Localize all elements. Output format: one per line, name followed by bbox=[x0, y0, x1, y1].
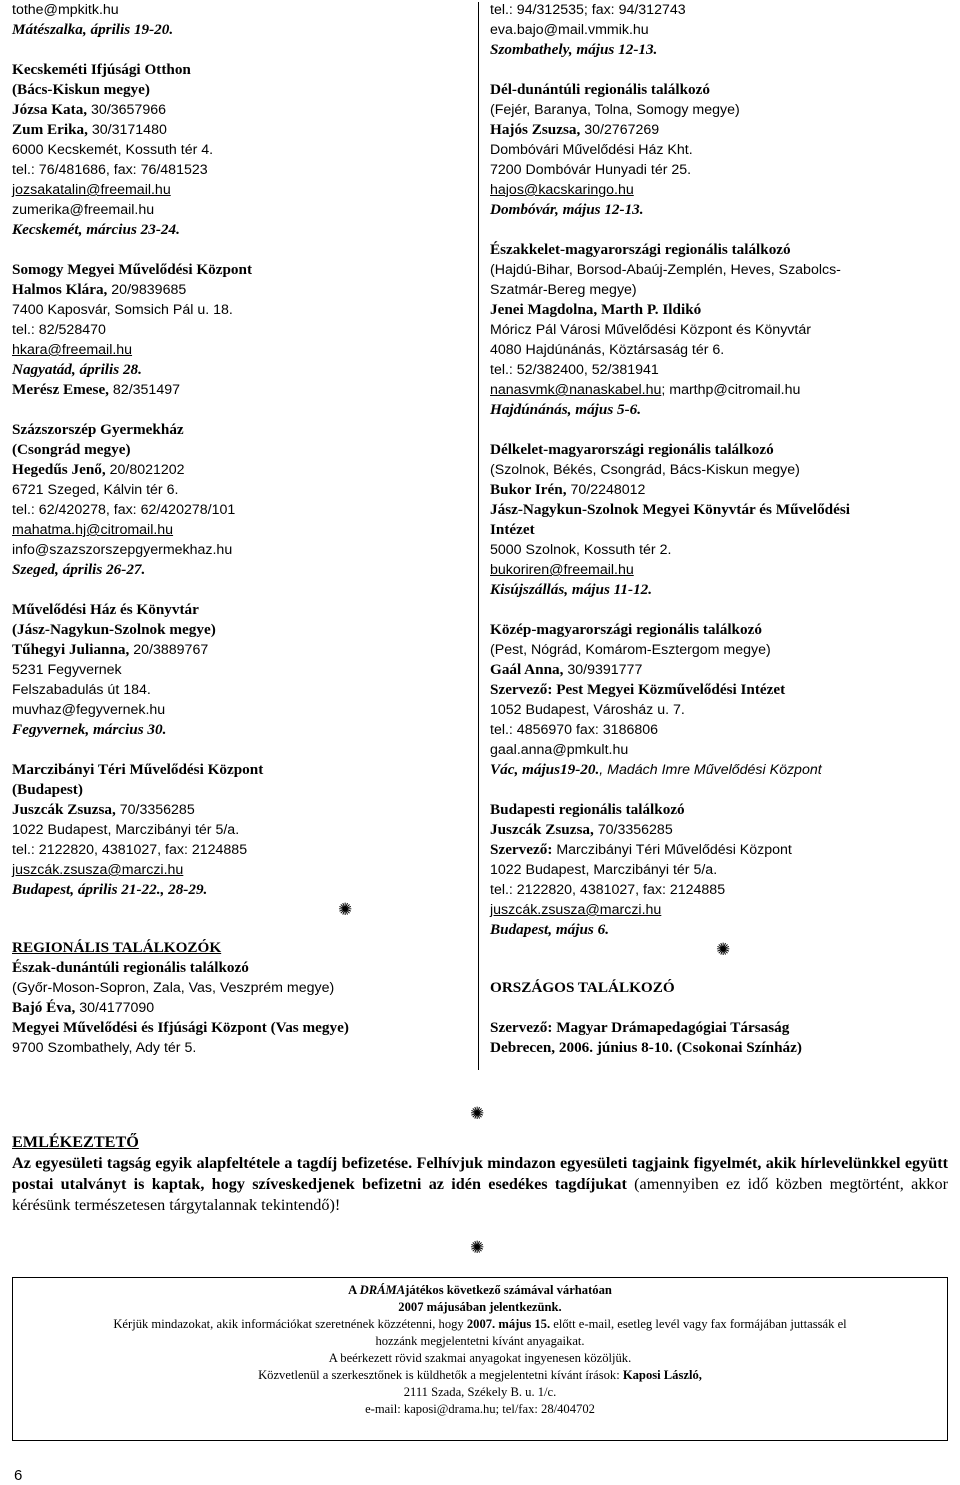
contact-name: Juszcák Zsuzsa, bbox=[12, 801, 116, 818]
phone: 20/8021202 bbox=[105, 462, 185, 478]
phone: 20/9839685 bbox=[107, 282, 187, 298]
email-link[interactable]: nanasvmk@nanaskabel.hu bbox=[490, 382, 662, 398]
notice-text: 2007 májusában jelentkezünk. bbox=[398, 1300, 562, 1314]
org-name: Dombóvári Művelődési Ház Kht. bbox=[490, 142, 693, 158]
county: (Csongrád megye) bbox=[12, 441, 131, 458]
email-link[interactable]: mahatma.hj@citromail.hu bbox=[12, 522, 174, 538]
contact-name: Jenei Magdolna, Marth P. Ildikó bbox=[490, 301, 702, 318]
email-link[interactable]: hajos@kacskaringo.hu bbox=[490, 182, 634, 198]
address: 1052 Budapest, Városház u. 7. bbox=[490, 702, 685, 718]
event-date: Hajdúnánás, május 5-6. bbox=[490, 401, 642, 418]
ornament-icon: ✺ bbox=[716, 940, 731, 960]
ornament-icon: ✺ bbox=[470, 1238, 485, 1258]
contact-name: Hegedűs Jenő, bbox=[12, 461, 106, 478]
phone: 82/351497 bbox=[108, 382, 180, 398]
tel: tel.: 52/382400, 52/381941 bbox=[490, 362, 659, 378]
reminder-bold-text: Az egyesületi tagság egyik alapfeltétele a tagdíj befizetése. Felhívjuk mindazon egyesületi tagjaink figyelmét, akik hírlevelünkkel együtt postai utalványt is kaptak, hogy szíveskedjenek befizetni az idén esedékes tagdíjukat bbox=[12, 1154, 948, 1193]
contact-name: Halmos Klára, bbox=[12, 281, 108, 298]
counties: Szatmár-Bereg megye) bbox=[490, 282, 637, 298]
phone: 30/3657966 bbox=[87, 102, 166, 118]
email-separator: ; bbox=[661, 382, 670, 398]
address: 1022 Budapest, Marczibányi tér 5/a. bbox=[12, 822, 240, 838]
column-divider bbox=[478, 2, 479, 1070]
region-title: Dél-dunántúli regionális találkozó bbox=[490, 81, 710, 98]
ornament-icon: ✺ bbox=[338, 900, 353, 920]
org-name: Somogy Megyei Művelődési Központ bbox=[12, 261, 253, 278]
notice-text: Kérjük mindazokat, akik információkat szeretnének közzétenni, hogy bbox=[113, 1317, 467, 1331]
email: zumerika@freemail.hu bbox=[12, 202, 155, 218]
notice-text: Közvetlenül a szerkesztőnek is küldhetők a megjelentetni kívánt írások: bbox=[258, 1368, 623, 1382]
organizer-label: Szervező: bbox=[490, 841, 553, 858]
section-heading: ORSZÁGOS TALÁLKOZÓ bbox=[490, 979, 675, 996]
organizer: Szervező: Magyar Drámapedagógiai Társaság bbox=[490, 1019, 790, 1036]
phone: 70/3356285 bbox=[593, 822, 673, 838]
phone: 70/2248012 bbox=[566, 482, 646, 498]
notice-text: A bbox=[348, 1283, 360, 1297]
organizer: Szervező: Pest Megyei Közművelődési Intézet bbox=[490, 681, 786, 698]
email: marthp@citromail.hu bbox=[669, 382, 801, 398]
event-date: Kisújszállás, május 11-12. bbox=[490, 581, 653, 598]
phone: 30/3171480 bbox=[87, 122, 167, 138]
email-link[interactable]: juszcák.zsusza@marczi.hu bbox=[490, 902, 662, 918]
contact-name: Merész Emese, bbox=[12, 381, 109, 398]
address: 7200 Dombóvár Hunyadi tér 25. bbox=[490, 162, 692, 178]
org-name: Jász-Nagykun-Szolnok Megyei Könyvtár és Művelődési bbox=[490, 501, 850, 518]
contact-name: Gaál Anna, bbox=[490, 661, 564, 678]
org-name: Móricz Pál Városi Művelődési Központ és Könyvtár bbox=[490, 322, 811, 338]
address: 4080 Hajdúnánás, Köztársaság tér 6. bbox=[490, 342, 725, 358]
tel: tel.: 2122820, 4381027, fax: 2124885 bbox=[490, 882, 726, 898]
email: tothe@mpkitk.hu bbox=[12, 2, 119, 18]
reminder-title: EMLÉKEZTETŐ bbox=[12, 1133, 139, 1151]
deadline-date: 2007. május 15. bbox=[466, 1317, 551, 1331]
phone: 30/9391777 bbox=[563, 662, 643, 678]
event-date: Mátészalka, április 19-20. bbox=[12, 21, 174, 38]
organizer: Marczibányi Téri Művelődési Központ bbox=[552, 842, 792, 858]
address: 6721 Szeged, Kálvin tér 6. bbox=[12, 482, 179, 498]
region-title: Közép-magyarországi regionális találkozó bbox=[490, 621, 762, 638]
event-date: Kecskemét, március 23-24. bbox=[12, 221, 180, 238]
region-title: Északkelet-magyarországi regionális találkozó bbox=[490, 241, 791, 258]
phone: 30/4177090 bbox=[75, 1000, 155, 1016]
tel: tel.: 4856970 fax: 3186806 bbox=[490, 722, 659, 738]
email-link[interactable]: juszcák.zsusza@marczi.hu bbox=[12, 862, 184, 878]
event-date: Nagyatád, április 28. bbox=[12, 361, 142, 378]
page-number: 6 bbox=[14, 1467, 23, 1484]
email-link[interactable]: jozsakatalin@freemail.hu bbox=[12, 182, 171, 198]
address: 5000 Szolnok, Kossuth tér 2. bbox=[490, 542, 672, 558]
email-link[interactable]: hkara@freemail.hu bbox=[12, 342, 133, 358]
right-column bbox=[490, 0, 952, 1058]
phone: 20/3889767 bbox=[129, 642, 209, 658]
email: gaal.anna@pmkult.hu bbox=[490, 742, 629, 758]
org-name: Megyei Művelődési és Ifjúsági Központ (Vas megye) bbox=[12, 1019, 349, 1036]
notice-box bbox=[12, 1277, 948, 1441]
notice-text: játékos következő számával várhatóan bbox=[405, 1283, 612, 1297]
address: 6000 Kecskemét, Kossuth tér 4. bbox=[12, 142, 214, 158]
tel: tel.: 82/528470 bbox=[12, 322, 106, 338]
county: (Bács-Kiskun megye) bbox=[12, 81, 150, 98]
contact-name: Józsa Kata, bbox=[12, 101, 88, 118]
event-date: Budapest, május 6. bbox=[490, 921, 609, 938]
address: 1022 Budapest, Marczibányi tér 5/a. bbox=[490, 862, 718, 878]
region-title: Észak-dunántúli regionális találkozó bbox=[12, 959, 249, 976]
org-name: Intézet bbox=[490, 521, 535, 538]
region-title: Délkelet-magyarországi regionális találkozó bbox=[490, 441, 774, 458]
counties: (Pest, Nógrád, Komárom-Esztergom megye) bbox=[490, 642, 771, 658]
address: 9700 Szombathely, Ady tér 5. bbox=[12, 1040, 197, 1056]
editor-contact: e-mail: kaposi@drama.hu; tel/fax: 28/404702 bbox=[365, 1402, 595, 1416]
counties: (Győr-Moson-Sopron, Zala, Vas, Veszprém megye) bbox=[12, 980, 335, 996]
phone: 70/3356285 bbox=[115, 802, 195, 818]
email: info@szazszorszepgyermekhaz.hu bbox=[12, 542, 233, 558]
tel: tel.: 62/420278, fax: 62/420278/101 bbox=[12, 502, 236, 518]
event-venue: , Madách Imre Művelődési Központ bbox=[599, 762, 822, 778]
email: eva.bajo@mail.vmmik.hu bbox=[490, 22, 649, 38]
editor-name: Kaposi László, bbox=[622, 1368, 702, 1382]
address: 7400 Kaposvár, Somsich Pál u. 18. bbox=[12, 302, 233, 318]
contact-name: Tűhegyi Julianna, bbox=[12, 641, 130, 658]
contact-name: Juszcák Zsuzsa, bbox=[490, 821, 594, 838]
tel: tel.: 2122820, 4381027, fax: 2124885 bbox=[12, 842, 248, 858]
city: (Budapest) bbox=[12, 781, 83, 798]
counties: (Fejér, Baranya, Tolna, Somogy megye) bbox=[490, 102, 740, 118]
county: (Jász-Nagykun-Szolnok megye) bbox=[12, 621, 216, 638]
event-date: Debrecen, 2006. június 8-10. (Csokonai Színház) bbox=[490, 1039, 802, 1056]
notice-text: előtt e-mail, esetleg levél vagy fax formájában juttassák el bbox=[550, 1317, 847, 1331]
event-date: Fegyvernek, március 30. bbox=[12, 721, 167, 738]
contact-name: Bajó Éva, bbox=[12, 999, 76, 1016]
contact-name: Zum Erika, bbox=[12, 121, 88, 138]
counties: (Hajdú-Bihar, Borsod-Abaúj-Zemplén, Heves, Szabolcs- bbox=[490, 262, 841, 278]
contact-name: Hajós Zsuzsa, bbox=[490, 121, 581, 138]
section-heading: REGIONÁLIS TALÁLKOZÓK bbox=[12, 939, 222, 956]
contact-name: Bukor Irén, bbox=[490, 481, 567, 498]
org-name: Marczibányi Téri Művelődési Központ bbox=[12, 761, 264, 778]
tel: tel.: 94/312535; fax: 94/312743 bbox=[490, 2, 686, 18]
event-date: Szombathely, május 12-13. bbox=[490, 41, 658, 58]
email-link[interactable]: bukoriren@freemail.hu bbox=[490, 562, 634, 578]
event-date: Budapest, április 21-22., 28-29. bbox=[12, 881, 208, 898]
counties: (Szolnok, Békés, Csongrád, Bács-Kiskun megye) bbox=[490, 462, 800, 478]
phone: 30/2767269 bbox=[580, 122, 660, 138]
event-date: Szeged, április 26-27. bbox=[12, 561, 146, 578]
reminder-normal-text: (amennyiben ez idő közben megtörtént, akkor kérésünk természetesen tárgytalannak tekintendő)! bbox=[12, 1175, 948, 1214]
email: muvhaz@fegyvernek.hu bbox=[12, 702, 166, 718]
org-name: Kecskeméti Ifjúsági Otthon bbox=[12, 61, 191, 78]
notice-text: A beérkezett rövid szakmai anyagokat ingyenesen közöljük. bbox=[328, 1351, 632, 1365]
editor-address: 2111 Szada, Székely B. u. 1/c. bbox=[403, 1385, 557, 1399]
org-name: Művelődési Ház és Könyvtár bbox=[12, 601, 199, 618]
event-date: Vác, május19-20. bbox=[490, 761, 600, 778]
address: Felszabadulás út 184. bbox=[12, 682, 151, 698]
region-title: Budapesti regionális találkozó bbox=[490, 801, 685, 818]
ornament-icon: ✺ bbox=[470, 1104, 485, 1124]
tel: tel.: 76/481686, fax: 76/481523 bbox=[12, 162, 208, 178]
reminder-body bbox=[12, 1153, 948, 1216]
org-name: Százszorszép Gyermekház bbox=[12, 421, 184, 438]
event-date: Dombóvár, május 12-13. bbox=[490, 201, 644, 218]
magazine-title: DRÁMA bbox=[359, 1283, 406, 1297]
reminder-section bbox=[12, 1132, 948, 1216]
left-column bbox=[12, 0, 467, 1058]
address: 5231 Fegyvernek bbox=[12, 662, 122, 678]
notice-text: hozzánk megjelentetni kívánt anyagaikat. bbox=[375, 1334, 585, 1348]
